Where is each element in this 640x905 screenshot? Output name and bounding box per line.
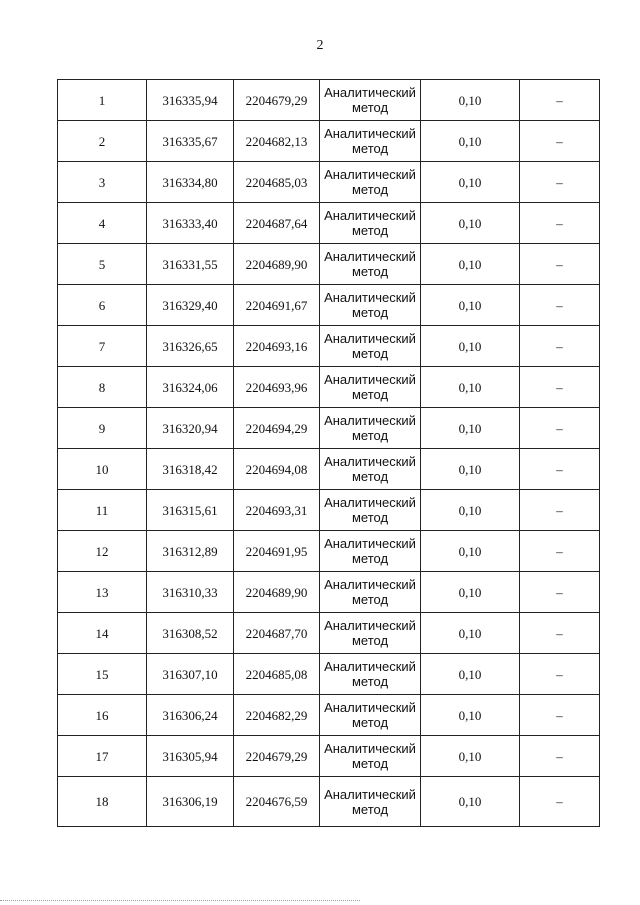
y-coordinate-cell: 2204693,31 xyxy=(234,490,320,531)
point-number-cell: 1 xyxy=(58,80,147,121)
method-label: Аналитический метод xyxy=(324,372,416,402)
table-row xyxy=(58,449,600,490)
x-coordinate-cell: 316312,89 xyxy=(147,531,234,572)
point-number-cell: 17 xyxy=(58,736,147,777)
point-number-cell: 13 xyxy=(58,572,147,613)
method-cell xyxy=(320,613,421,654)
accuracy-cell: 0,10 xyxy=(421,285,520,326)
y-coordinate-cell: 2204691,67 xyxy=(234,285,320,326)
table-row xyxy=(58,203,600,244)
method-cell xyxy=(320,80,421,121)
method-label: Аналитический метод xyxy=(324,208,416,238)
point-number-cell: 8 xyxy=(58,367,147,408)
y-coordinate-cell: 2204693,96 xyxy=(234,367,320,408)
method-cell xyxy=(320,695,421,736)
method-label: Аналитический метод xyxy=(324,536,416,566)
accuracy-cell: 0,10 xyxy=(421,121,520,162)
table-row xyxy=(58,367,600,408)
y-coordinate-cell: 2204689,90 xyxy=(234,572,320,613)
method-label: Аналитический метод xyxy=(324,413,416,443)
y-coordinate-cell: 2204679,29 xyxy=(234,736,320,777)
x-coordinate-cell: 316310,33 xyxy=(147,572,234,613)
table-row xyxy=(58,285,600,326)
note-cell: – xyxy=(520,408,600,449)
y-coordinate-cell: 2204694,29 xyxy=(234,408,320,449)
x-coordinate-cell: 316326,65 xyxy=(147,326,234,367)
table-row xyxy=(58,777,600,827)
y-coordinate-cell: 2204676,59 xyxy=(234,777,320,827)
point-number-cell: 4 xyxy=(58,203,147,244)
point-number-cell: 3 xyxy=(58,162,147,203)
method-cell xyxy=(320,326,421,367)
table-row xyxy=(58,121,600,162)
accuracy-cell: 0,10 xyxy=(421,572,520,613)
point-number-cell: 10 xyxy=(58,449,147,490)
y-coordinate-cell: 2204685,08 xyxy=(234,654,320,695)
method-cell xyxy=(320,408,421,449)
note-cell: – xyxy=(520,736,600,777)
table-row xyxy=(58,531,600,572)
point-number-cell: 12 xyxy=(58,531,147,572)
method-label: Аналитический метод xyxy=(324,249,416,279)
accuracy-cell: 0,10 xyxy=(421,654,520,695)
point-number-cell: 9 xyxy=(58,408,147,449)
method-label: Аналитический метод xyxy=(324,495,416,525)
coordinates-table-body xyxy=(58,80,600,827)
note-cell: – xyxy=(520,777,600,827)
x-coordinate-cell: 316306,24 xyxy=(147,695,234,736)
note-cell: – xyxy=(520,80,600,121)
table-row xyxy=(58,408,600,449)
note-cell: – xyxy=(520,285,600,326)
accuracy-cell: 0,10 xyxy=(421,531,520,572)
method-label: Аналитический метод xyxy=(324,577,416,607)
point-number-cell: 16 xyxy=(58,695,147,736)
method-label: Аналитический метод xyxy=(324,331,416,361)
point-number-cell: 14 xyxy=(58,613,147,654)
accuracy-cell: 0,10 xyxy=(421,695,520,736)
accuracy-cell: 0,10 xyxy=(421,162,520,203)
accuracy-cell: 0,10 xyxy=(421,777,520,827)
x-coordinate-cell: 316335,67 xyxy=(147,121,234,162)
point-number-cell: 7 xyxy=(58,326,147,367)
table-row xyxy=(58,654,600,695)
method-cell xyxy=(320,203,421,244)
point-number-cell: 11 xyxy=(58,490,147,531)
accuracy-cell: 0,10 xyxy=(421,367,520,408)
accuracy-cell: 0,10 xyxy=(421,80,520,121)
y-coordinate-cell: 2204685,03 xyxy=(234,162,320,203)
method-label: Аналитический метод xyxy=(324,786,416,817)
y-coordinate-cell: 2204694,08 xyxy=(234,449,320,490)
note-cell: – xyxy=(520,367,600,408)
note-cell: – xyxy=(520,531,600,572)
accuracy-cell: 0,10 xyxy=(421,244,520,285)
table-row xyxy=(58,572,600,613)
y-coordinate-cell: 2204691,95 xyxy=(234,531,320,572)
table-row xyxy=(58,80,600,121)
accuracy-cell: 0,10 xyxy=(421,490,520,531)
x-coordinate-cell: 316306,19 xyxy=(147,777,234,827)
method-cell xyxy=(320,654,421,695)
table-row xyxy=(58,613,600,654)
y-coordinate-cell: 2204689,90 xyxy=(234,244,320,285)
x-coordinate-cell: 316329,40 xyxy=(147,285,234,326)
footer-divider xyxy=(0,900,360,901)
method-label: Аналитический метод xyxy=(324,700,416,730)
table-row xyxy=(58,162,600,203)
note-cell: – xyxy=(520,449,600,490)
point-number-cell: 15 xyxy=(58,654,147,695)
method-cell xyxy=(320,572,421,613)
y-coordinate-cell: 2204679,29 xyxy=(234,80,320,121)
method-cell xyxy=(320,162,421,203)
table-row xyxy=(58,244,600,285)
method-cell xyxy=(320,244,421,285)
accuracy-cell: 0,10 xyxy=(421,736,520,777)
point-number-cell: 6 xyxy=(58,285,147,326)
note-cell: – xyxy=(520,490,600,531)
x-coordinate-cell: 316320,94 xyxy=(147,408,234,449)
table-row xyxy=(58,736,600,777)
method-label: Аналитический метод xyxy=(324,618,416,648)
method-cell xyxy=(320,449,421,490)
note-cell: – xyxy=(520,121,600,162)
accuracy-cell: 0,10 xyxy=(421,449,520,490)
accuracy-cell: 0,10 xyxy=(421,203,520,244)
method-label: Аналитический метод xyxy=(324,126,416,156)
note-cell: – xyxy=(520,654,600,695)
method-label: Аналитический метод xyxy=(324,167,416,197)
x-coordinate-cell: 316335,94 xyxy=(147,80,234,121)
table-row xyxy=(58,695,600,736)
accuracy-cell: 0,10 xyxy=(421,326,520,367)
note-cell: – xyxy=(520,244,600,285)
x-coordinate-cell: 316318,42 xyxy=(147,449,234,490)
method-label: Аналитический метод xyxy=(324,290,416,320)
method-cell xyxy=(320,285,421,326)
coordinates-table xyxy=(57,79,600,827)
method-cell xyxy=(320,736,421,777)
y-coordinate-cell: 2204682,29 xyxy=(234,695,320,736)
accuracy-cell: 0,10 xyxy=(421,613,520,654)
note-cell: – xyxy=(520,203,600,244)
note-cell: – xyxy=(520,326,600,367)
point-number-cell: 5 xyxy=(58,244,147,285)
x-coordinate-cell: 316315,61 xyxy=(147,490,234,531)
y-coordinate-cell: 2204682,13 xyxy=(234,121,320,162)
note-cell: – xyxy=(520,572,600,613)
x-coordinate-cell: 316305,94 xyxy=(147,736,234,777)
method-cell xyxy=(320,121,421,162)
note-cell: – xyxy=(520,162,600,203)
x-coordinate-cell: 316333,40 xyxy=(147,203,234,244)
y-coordinate-cell: 2204687,70 xyxy=(234,613,320,654)
point-number-cell: 18 xyxy=(58,777,147,827)
x-coordinate-cell: 316324,06 xyxy=(147,367,234,408)
page-number: 2 xyxy=(316,38,324,53)
x-coordinate-cell: 316307,10 xyxy=(147,654,234,695)
y-coordinate-cell: 2204687,64 xyxy=(234,203,320,244)
y-coordinate-cell: 2204693,16 xyxy=(234,326,320,367)
note-cell: – xyxy=(520,613,600,654)
method-cell xyxy=(320,531,421,572)
x-coordinate-cell: 316334,80 xyxy=(147,162,234,203)
method-cell xyxy=(320,367,421,408)
table-row xyxy=(58,490,600,531)
point-number-cell: 2 xyxy=(58,121,147,162)
x-coordinate-cell: 316308,52 xyxy=(147,613,234,654)
method-cell xyxy=(320,490,421,531)
method-label: Аналитический метод xyxy=(324,454,416,484)
table-row xyxy=(58,326,600,367)
method-label: Аналитический метод xyxy=(324,85,416,115)
x-coordinate-cell: 316331,55 xyxy=(147,244,234,285)
accuracy-cell: 0,10 xyxy=(421,408,520,449)
method-cell xyxy=(320,777,421,827)
method-label: Аналитический метод xyxy=(324,659,416,689)
method-label: Аналитический метод xyxy=(324,741,416,771)
note-cell: – xyxy=(520,695,600,736)
